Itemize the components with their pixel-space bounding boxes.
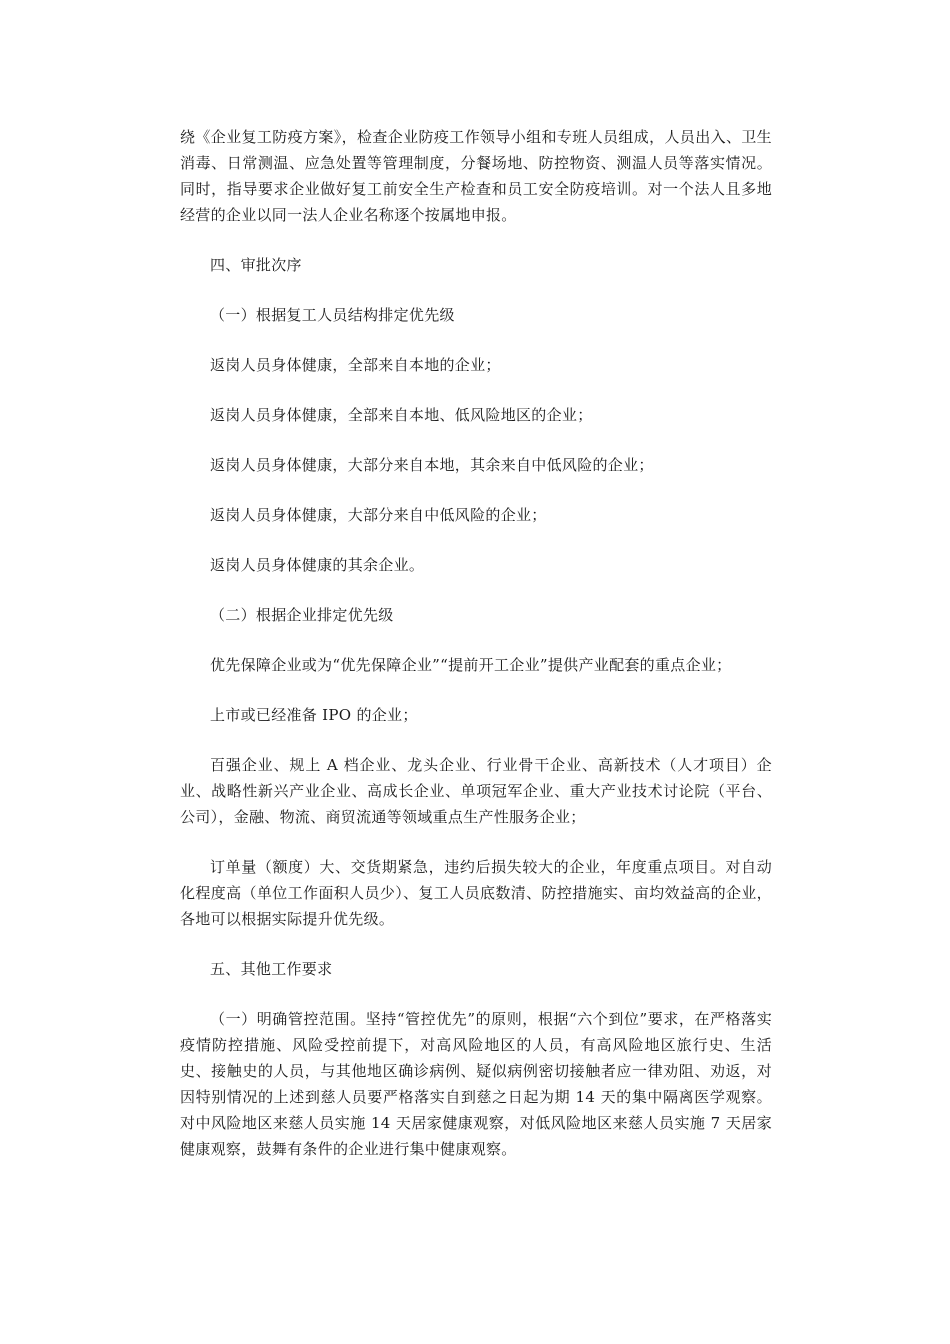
- list-item-listed-ipo: 上市或已经准备 IPO 的企业；: [210, 706, 418, 724]
- list-item-staff-local: 返岗人员身体健康，全部来自本地的企业；: [210, 356, 501, 374]
- list-item-urgent-orders: 订单量（额度）大、交货期紧急，违约后损失较大的企业，年度重点项目。对自动化程度高（单位工作面积人员少）、复工人员底数清、防控措施实、亩均效益高的企业，各地可以根据实际提升优先级。: [180, 858, 772, 928]
- subsection-heading-by-enterprise: （二）根据企业排定优先级: [210, 606, 394, 624]
- list-item-key-enterprises: 百强企业、规上 A 档企业、龙头企业、行业骨干企业、高新技术（人才项目）企业、战略性新兴产业企业、高成长企业、单项冠军企业、重大产业技术讨论院（平台、公司），金融、物流、商贸流通等领域重点生产性服务企业；: [180, 756, 772, 826]
- list-item-staff-local-low-risk: 返岗人员身体健康，全部来自本地、低风险地区的企业；: [210, 406, 593, 424]
- paragraph-inspection-content: 绕《企业复工防疫方案》，检查企业防疫工作领导小组和专班人员组成，人员出入、卫生消毒、日常测温、应急处置等管理制度，分餐场地、防控物资、测温人员等落实情况。同时，指导要求企业做好复工前安全生产检查和员工安全防疫培训。对一个法人且多地经营的企业以同一法人企业名称逐个按属地申报。: [180, 128, 772, 224]
- subsection-heading-by-staff-structure: （一）根据复工人员结构排定优先级: [210, 306, 455, 324]
- list-item-staff-other: 返岗人员身体健康的其余企业。: [210, 556, 425, 574]
- document-page: [180, 124, 772, 1162]
- section-heading-other-requirements: 五、其他工作要求: [210, 960, 333, 978]
- list-item-staff-mostly-low-risk: 返岗人员身体健康，大部分来自中低风险的企业；: [210, 506, 547, 524]
- section-heading-approval-order: 四、审批次序: [210, 256, 302, 274]
- list-item-staff-mostly-local: 返岗人员身体健康，大部分来自本地，其余来自中低风险的企业；: [210, 456, 654, 474]
- paragraph-control-scope: （一）明确管控范围。坚持“管控优先”的原则，根据“六个到位”要求，在严格落实疫情防控措施、风险受控前提下，对高风险地区的人员，有高风险地区旅行史、生活史、接触史的人员，与其他地区确诊病例、疑似病例密切接触者应一律劝阻、劝返，对因特别情况的上述到慈人员要严格落实自到慈之日起为期 14 天的集中隔离医学观察。对中风险地区来慈人员实施 14 天居家健康观察，对低风险地区来慈人员实施 7 天居家健康观察，鼓舞有条件的企业进行集中健康观察。: [180, 1010, 772, 1158]
- list-item-priority-enterprise: 优先保障企业或为“优先保障企业”“提前开工企业”提供产业配套的重点企业；: [210, 656, 732, 674]
